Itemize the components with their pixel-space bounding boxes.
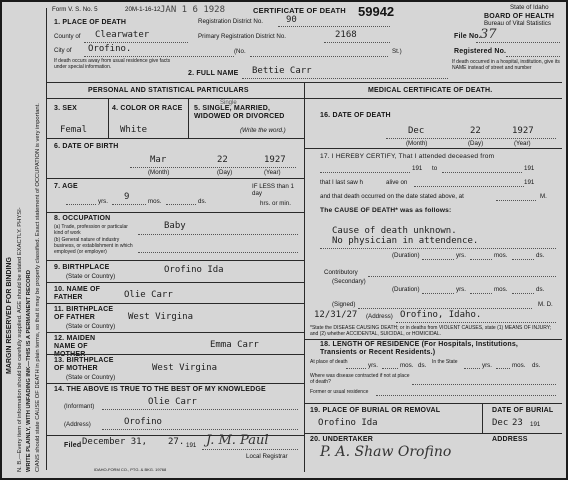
dob-label: 6. DATE OF BIRTH — [54, 143, 119, 150]
death-certificate — [2, 2, 566, 478]
burial-date-label: DATE OF BURIAL — [492, 407, 554, 414]
county-label: County of — [54, 33, 81, 40]
occupation-b: (b) General nature of industry business, or establishment in which employed (or employer) — [54, 237, 133, 255]
personal-section-heading: PERSONAL AND STATISTICAL PARTICULARS — [88, 87, 249, 94]
father-value: Olie Carr — [124, 290, 173, 300]
death-year: 1927 — [512, 126, 534, 136]
color-label: 4. COLOR OR RACE — [112, 105, 183, 112]
certify-label: 17. I HEREBY CERTIFY, That I attended deceased from — [320, 153, 495, 160]
binding-margin-text: MARGIN RESERVED FOR BINDING — [6, 257, 13, 374]
certificate-number: 59942 — [358, 4, 395, 19]
m-label: M. — [540, 193, 547, 200]
less-than-day-label: IF LESS than 1 day — [252, 183, 294, 198]
medical-section-heading: MEDICAL CERTIFICATE OF DEATH. — [368, 87, 493, 94]
undertaker-label: 20. UNDERTAKER — [310, 436, 373, 443]
received-stamp: JAN 1 6 1928 — [160, 5, 226, 15]
alive-year: 191 — [524, 179, 535, 186]
secondary-label: (Secondary) — [332, 278, 366, 285]
in-state-label: In the State — [432, 359, 458, 365]
dob-year-label: (Year) — [264, 169, 281, 176]
informant-address-label: (Address) — [64, 421, 91, 428]
certify-year-to: 191 — [524, 165, 535, 172]
certify-to: to — [432, 165, 438, 172]
duration-yrs-1: yrs. — [456, 252, 466, 259]
certifier-address: Orofino, Idaho. — [400, 310, 482, 320]
res-mos: mos. — [400, 362, 414, 369]
bureau-label: Bureau of Vital Statistics — [484, 20, 551, 27]
state-yrs: yrs. — [482, 362, 492, 369]
outside-note: If death occurs away from usual residence give facts under special information. — [54, 58, 171, 70]
death-month-label: (Month) — [406, 140, 428, 147]
residence-label: 18. LENGTH OF RESIDENCE (For Hospitals, Institutions, Transients or Recent Residents.) — [320, 341, 519, 357]
last-saw-label: that I last saw h — [320, 179, 363, 186]
filed-value: December 31, — [82, 437, 148, 447]
reg-district-value: 90 — [286, 15, 297, 25]
father-birthplace-label: 11. BIRTHPLACE OF FATHER — [54, 306, 114, 322]
state-mos: mos. — [512, 362, 526, 369]
side-instructions-2: WRITE PLAINLY, WITH UNFADING INK—THIS IS A PERMANENT RECORD — [26, 270, 32, 472]
father-bp-hint: (State or Country) — [66, 323, 116, 330]
cause-line-2: No physician in attendence. — [332, 236, 479, 246]
sex-label: 3. SEX — [54, 105, 77, 112]
duration-yrs-2: yrs. — [456, 286, 466, 293]
certify-year-from: 191 — [412, 165, 423, 172]
duration-ds-2: ds. — [536, 286, 545, 293]
mother-birthplace-value: West Virgina — [152, 363, 218, 373]
informant-address-value: Orofino — [124, 417, 162, 427]
marital-label: 5. SINGLE, MARRIED, WIDOWED OR DIVORCED — [194, 105, 285, 121]
age-label: 7. AGE — [54, 183, 78, 190]
father-label: 10. NAME OF FATHER — [54, 286, 101, 302]
printer-line: IDAHO-FORM CO., PTG. & BKG. 19768 — [94, 467, 167, 472]
contributory-label: Contributory — [324, 269, 358, 276]
occupation-value: Baby — [164, 221, 186, 231]
certificate-title: CERTIFICATE OF DEATH — [253, 6, 346, 15]
occupation-label: 8. OCCUPATION — [54, 215, 111, 222]
mos-label: mos. — [148, 198, 162, 205]
birthplace-hint: (State or Country) — [66, 273, 116, 280]
death-year-label: (Year) — [514, 140, 531, 147]
duration-mos-2: mos. — [494, 286, 508, 293]
primary-reg-label: Primary Registration District No. — [198, 33, 287, 40]
filed-year: 27. — [168, 437, 185, 447]
duration-ds-1: ds. — [536, 252, 545, 259]
side-instructions-1: N. B.—Every item of information should be carefully supplied. AGE should be stated EXACTLY. PHYSI- — [17, 207, 23, 472]
yrs-label: yrs. — [98, 198, 108, 205]
mother-birthplace-label: 13. BIRTHPLACE OF MOTHER — [54, 357, 114, 373]
dob-day: 22 — [217, 155, 228, 165]
mother-bp-hint: (State or Country) — [66, 374, 116, 381]
local-registrar-label: Local Registrar — [246, 453, 288, 460]
city-label: City of — [54, 47, 72, 54]
registrar-signature: J. M. Paul — [206, 433, 269, 448]
cause-footnote: *State the DISEASE CAUSING DEATH; or in deaths from VIOLENT CAUSES, state (1) MEANS OF INJURY; and (2) whether ACCIDENTAL, SUICIDAL, or HOMICIDAL. — [310, 325, 552, 337]
burial-place-value: Orofino Ida — [318, 418, 378, 428]
father-birthplace-value: West Virgina — [128, 312, 194, 322]
reg-district-label: Registration District No. — [198, 18, 263, 25]
state-label: State of Idaho — [510, 4, 549, 11]
birthplace-value: Orofino Ida — [164, 265, 224, 275]
burial-year: 191 — [530, 421, 541, 428]
dob-month-label: (Month) — [148, 169, 170, 176]
date-of-death-label: 16. DATE OF DEATH — [320, 112, 391, 119]
mother-label: 12. MAIDEN NAME OF — [54, 335, 96, 351]
side-instructions-3: CIANS should state CAUSE OF DEATH in plain terms, so that it may be properly classified. Exact statement of OCCUPATION is very important. — [35, 103, 41, 472]
cause-line-1: Cause of death unknown. — [332, 226, 457, 236]
sex-value: Femal — [60, 125, 88, 135]
burial-place-label: 19. PLACE OF BURIAL OR REMOVAL — [310, 407, 441, 414]
no-label: (No. — [234, 48, 246, 55]
death-day: 22 — [470, 126, 481, 136]
death-month: Dec — [408, 126, 425, 136]
registered-label: Registered No. — [454, 48, 507, 55]
informant-value: Olie Carr — [148, 397, 197, 407]
duration-mos-1: mos. — [494, 252, 508, 259]
city-value: Orofino. — [88, 44, 132, 54]
ds-label: ds. — [198, 198, 207, 205]
occupation-a: (a) Trade, profession or particular kind of work — [54, 224, 128, 236]
st-label: St.) — [392, 48, 402, 55]
primary-reg-value: 2168 — [335, 30, 357, 40]
at-place-label: At place of death — [310, 359, 348, 365]
where-contracted-label: Where was disease contracted if not at place of death? — [310, 373, 410, 385]
full-name-value: Bettie Carr — [252, 66, 312, 76]
file-label: File No. — [454, 33, 481, 40]
hospital-note: If death occurred in a hospital, institution, give its NAME instead of street and number — [452, 59, 560, 71]
dob-year: 1927 — [264, 155, 286, 165]
cause-label: The CAUSE OF DEATH* was as follows: — [320, 207, 452, 214]
dob-day-label: (Day) — [217, 169, 233, 176]
certifier-address-label: (Address) — [366, 313, 393, 320]
form-code: 20M-1-16-12 — [125, 6, 161, 13]
dob-month: Mar — [150, 155, 167, 165]
duration-label-1: (Duration) — [392, 252, 420, 259]
burial-day: 23 — [512, 418, 523, 428]
board-label: BOARD OF HEALTH — [484, 13, 555, 20]
res-ds: ds. — [418, 362, 427, 369]
filed-label: Filed — [64, 442, 82, 449]
full-name-label: 2. FULL NAME — [188, 70, 239, 77]
md-label: M. D. — [538, 301, 553, 308]
undertaker-signature: P. A. Shaw Orofino — [320, 444, 452, 460]
county-value: Clearwater — [95, 30, 150, 40]
burial-month: Dec — [492, 418, 509, 428]
undertaker-address-label: ADDRESS — [492, 436, 528, 443]
file-value: 37 — [480, 27, 497, 42]
former-residence-label: Former or usual residence — [310, 389, 369, 395]
birthplace-label: 9. BIRTHPLACE — [54, 264, 110, 271]
mother-value: Emma Carr — [210, 340, 259, 350]
res-yrs: yrs. — [368, 362, 378, 369]
form-number: Form V. S. No. 5 — [52, 6, 98, 13]
filed-191: 191 — [186, 442, 197, 449]
occurred-label: and that death occurred on the date stated above, at — [320, 193, 464, 200]
age-months: 9 — [124, 192, 130, 202]
hrs-label: hrs. or min. — [260, 200, 291, 207]
alive-on-label: alive on — [386, 179, 408, 186]
marital-hint: (Write the word.) — [240, 127, 286, 134]
signed-label: (Signed) — [332, 301, 356, 308]
place-of-death-label: 1. PLACE OF DEATH — [54, 19, 127, 26]
informant-label: 14. THE ABOVE IS TRUE TO THE BEST OF MY KNOWLEDGE — [54, 386, 266, 393]
death-day-label: (Day) — [468, 140, 484, 147]
informant-hint: (Informant) — [64, 403, 95, 410]
duration-label-2: (Duration) — [392, 286, 420, 293]
color-value: White — [120, 125, 148, 135]
marital-value: Single — [220, 100, 237, 106]
state-ds: ds. — [532, 362, 541, 369]
certificate-date: 12/31/27 — [314, 310, 358, 320]
